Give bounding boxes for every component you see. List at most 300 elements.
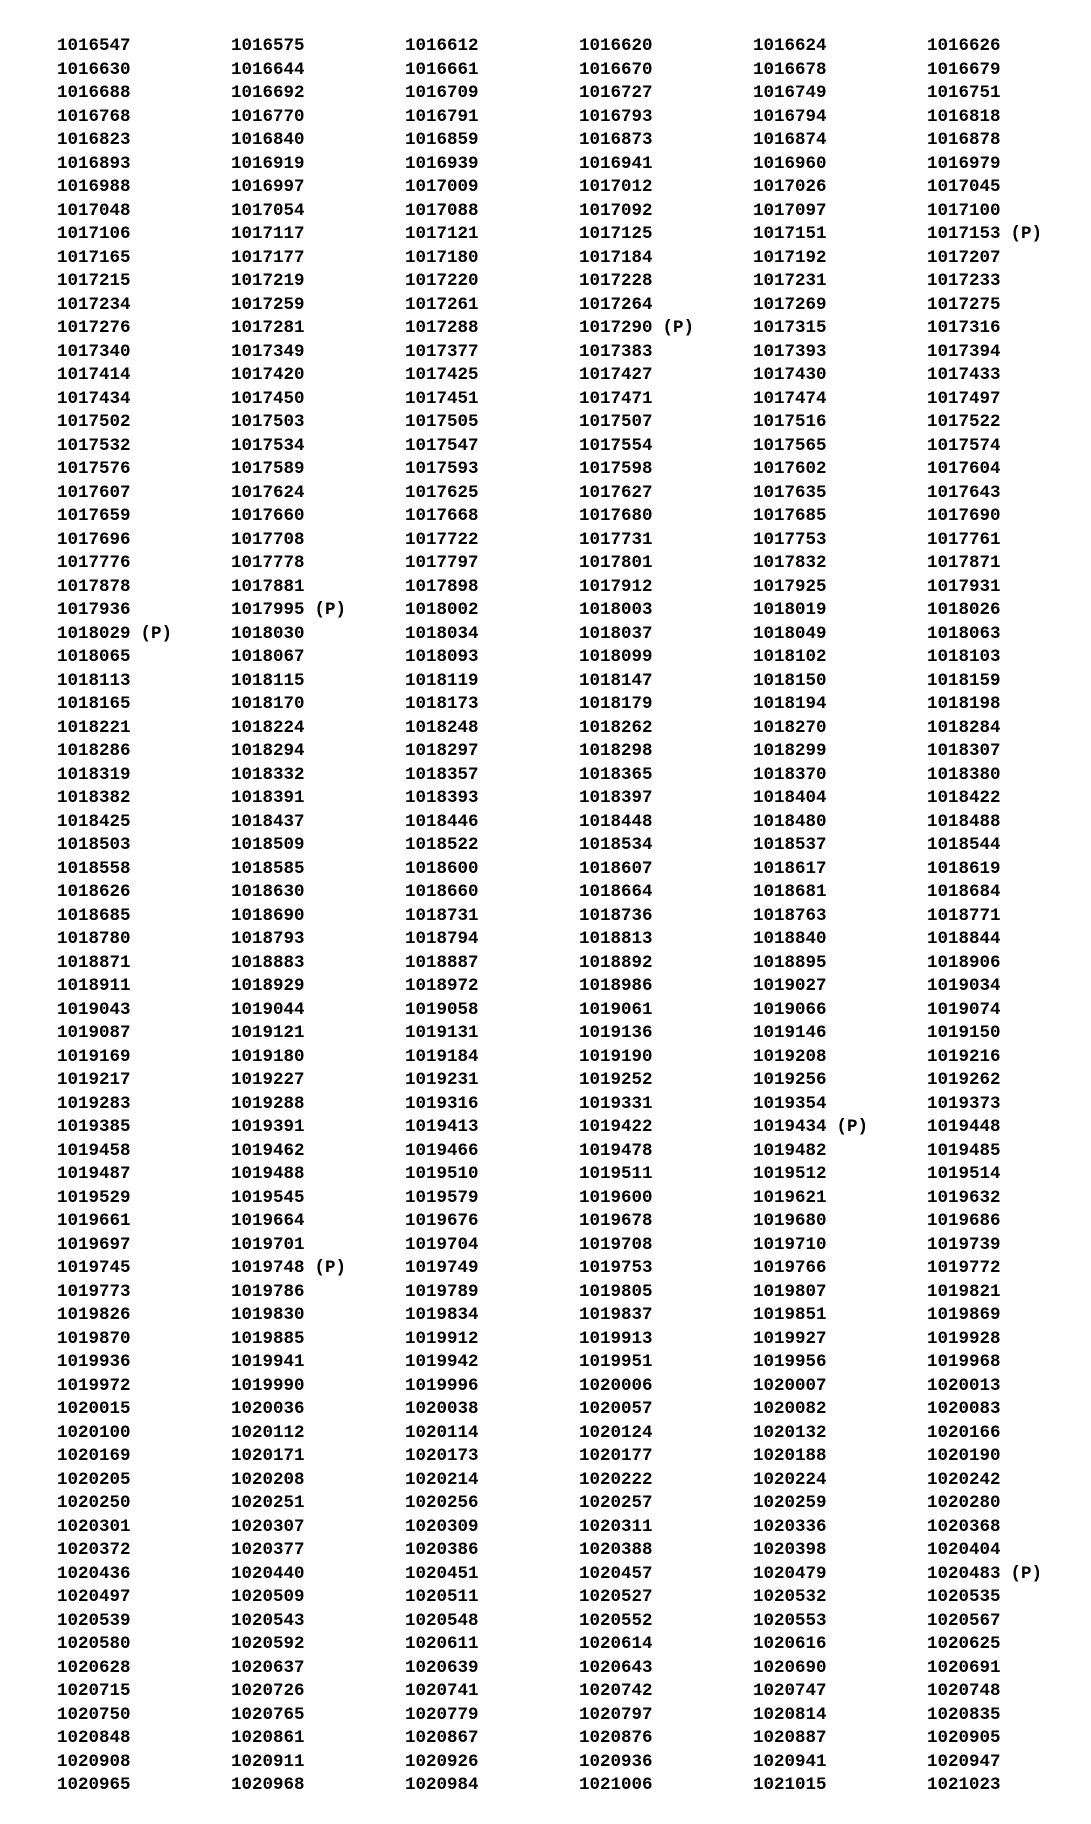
list-item — [57, 1093, 231, 1117]
list-item — [405, 670, 579, 694]
item-number: 1020750 — [57, 1704, 131, 1725]
item-number: 1019600 — [579, 1187, 653, 1208]
list-item — [405, 881, 579, 905]
item-flag: (P) — [662, 318, 695, 338]
list-item — [405, 1187, 579, 1211]
item-number: 1018049 — [753, 623, 827, 644]
item-number: 1018221 — [57, 717, 131, 738]
list-item — [579, 129, 753, 153]
list-item — [753, 1492, 927, 1516]
list-row — [57, 811, 1077, 835]
item-number: 1017554 — [579, 435, 653, 456]
item-number: 1018534 — [579, 835, 653, 855]
item-number: 1018883 — [231, 952, 305, 973]
item-number: 1016818 — [927, 106, 1001, 127]
list-row — [57, 740, 1077, 764]
item-number: 1017269 — [753, 294, 827, 315]
list-item — [405, 1774, 579, 1798]
item-number: 1018537 — [753, 835, 827, 855]
item-number: 1018270 — [753, 717, 827, 738]
item-number: 1019231 — [405, 1070, 479, 1090]
item-number: 1017502 — [57, 412, 131, 432]
item-number: 1018165 — [57, 694, 131, 714]
list-item — [579, 1022, 753, 1046]
list-item — [753, 552, 927, 576]
item-number: 1020188 — [753, 1446, 827, 1466]
item-number: 1018793 — [231, 929, 305, 949]
item-number: 1018844 — [927, 929, 1001, 949]
list-item — [405, 458, 579, 482]
item-number: 1017708 — [231, 529, 305, 550]
list-item — [231, 1163, 405, 1187]
item-number: 1020479 — [753, 1563, 827, 1584]
item-number: 1020257 — [579, 1493, 653, 1513]
list-item — [753, 1351, 927, 1375]
item-number: 1018585 — [231, 858, 305, 879]
item-number: 1016547 — [57, 36, 131, 56]
list-item — [231, 129, 405, 153]
item-number: 1020748 — [927, 1681, 1001, 1701]
list-item — [753, 1751, 927, 1775]
item-number: 1019208 — [753, 1046, 827, 1067]
item-number: 1020741 — [405, 1681, 479, 1701]
item-number: 1018173 — [405, 694, 479, 714]
item-number: 1020057 — [579, 1399, 653, 1419]
item-number: 1019058 — [405, 999, 479, 1020]
list-item — [579, 1680, 753, 1704]
list-row — [57, 482, 1077, 506]
list-item — [231, 59, 405, 83]
list-row — [57, 1610, 1077, 1634]
item-number: 1019826 — [57, 1305, 131, 1325]
list-item — [753, 1445, 927, 1469]
item-number: 1020242 — [927, 1469, 1001, 1490]
list-item — [57, 1704, 231, 1728]
item-number: 1018198 — [927, 694, 1001, 714]
list-item — [231, 905, 405, 929]
item-number: 1018297 — [405, 741, 479, 761]
list-item — [57, 1657, 231, 1681]
list-row — [57, 1187, 1077, 1211]
item-number: 1016630 — [57, 59, 131, 80]
list-item — [927, 35, 1091, 59]
list-item — [57, 435, 231, 459]
item-number: 1017316 — [927, 318, 1001, 338]
list-item — [231, 482, 405, 506]
item-number: 1017125 — [579, 224, 653, 244]
list-item — [753, 646, 927, 670]
list-item — [753, 505, 927, 529]
list-item — [231, 1304, 405, 1328]
list-item — [753, 1633, 927, 1657]
list-item — [927, 928, 1091, 952]
item-number: 1016939 — [405, 153, 479, 174]
list-row — [57, 1492, 1077, 1516]
item-number: 1017215 — [57, 271, 131, 291]
list-item — [753, 905, 927, 929]
list-item — [57, 552, 231, 576]
item-flag: (P) — [836, 1117, 869, 1137]
item-number: 1017288 — [405, 318, 479, 338]
item-number: 1018299 — [753, 741, 827, 761]
item-number: 1016692 — [231, 83, 305, 103]
list-item — [231, 1375, 405, 1399]
list-item — [927, 670, 1091, 694]
item-number: 1016874 — [753, 130, 827, 150]
list-item — [231, 270, 405, 294]
list-item — [927, 1257, 1091, 1281]
item-number: 1019834 — [405, 1305, 479, 1325]
list-item — [579, 388, 753, 412]
item-number: 1020968 — [231, 1775, 305, 1795]
list-item — [579, 294, 753, 318]
item-number: 1020553 — [753, 1610, 827, 1631]
list-item — [927, 200, 1091, 224]
item-number: 1020539 — [57, 1610, 131, 1631]
list-item — [405, 1257, 579, 1281]
list-row — [57, 928, 1077, 952]
list-item — [927, 599, 1091, 623]
item-number: 1020905 — [927, 1728, 1001, 1748]
list-item — [405, 999, 579, 1023]
item-number: 1019990 — [231, 1375, 305, 1396]
item-number: 1016612 — [405, 36, 479, 56]
list-row — [57, 975, 1077, 999]
list-item — [927, 1539, 1091, 1563]
list-item — [57, 1234, 231, 1258]
item-number: 1019131 — [405, 1023, 479, 1043]
item-number: 1018906 — [927, 952, 1001, 973]
item-number: 1018488 — [927, 811, 1001, 832]
list-item — [753, 223, 927, 247]
item-number: 1019262 — [927, 1070, 1001, 1090]
list-item — [57, 341, 231, 365]
item-number: 1019217 — [57, 1070, 131, 1090]
item-number: 1019512 — [753, 1164, 827, 1184]
item-number: 1018103 — [927, 647, 1001, 667]
list-item — [57, 200, 231, 224]
list-item — [231, 294, 405, 318]
item-number: 1019773 — [57, 1281, 131, 1302]
list-row — [57, 1093, 1077, 1117]
item-number: 1020250 — [57, 1493, 131, 1513]
item-number: 1018067 — [231, 647, 305, 667]
item-number: 1018380 — [927, 764, 1001, 785]
list-item — [231, 1657, 405, 1681]
item-number: 1017259 — [231, 294, 305, 315]
item-number: 1020848 — [57, 1728, 131, 1748]
list-item — [405, 505, 579, 529]
item-number: 1017471 — [579, 388, 653, 409]
item-number: 1019216 — [927, 1046, 1001, 1067]
list-row — [57, 505, 1077, 529]
list-item — [405, 1469, 579, 1493]
list-item — [753, 1657, 927, 1681]
list-item — [753, 1116, 927, 1140]
list-item — [231, 1492, 405, 1516]
list-row — [57, 1140, 1077, 1164]
item-number: 1020372 — [57, 1540, 131, 1560]
list-item — [927, 1163, 1091, 1187]
list-item — [57, 999, 231, 1023]
item-number: 1018617 — [753, 858, 827, 879]
list-item — [579, 1586, 753, 1610]
list-item — [753, 1469, 927, 1493]
item-number: 1019434 — [753, 1117, 827, 1137]
list-item — [753, 834, 927, 858]
item-number: 1018780 — [57, 929, 131, 949]
item-number: 1020639 — [405, 1657, 479, 1678]
item-number: 1017234 — [57, 294, 131, 315]
item-number: 1018065 — [57, 647, 131, 667]
item-number: 1017731 — [579, 529, 653, 550]
item-number: 1018895 — [753, 952, 827, 973]
list-item — [57, 811, 231, 835]
list-item — [231, 1281, 405, 1305]
list-item — [579, 1046, 753, 1070]
list-item — [927, 1210, 1091, 1234]
item-number: 1017753 — [753, 529, 827, 550]
list-item — [927, 740, 1091, 764]
item-number: 1019316 — [405, 1093, 479, 1114]
item-number: 1018115 — [231, 670, 305, 691]
list-item — [57, 1727, 231, 1751]
list-item — [57, 1774, 231, 1798]
list-item — [927, 858, 1091, 882]
item-number: 1017522 — [927, 412, 1001, 432]
item-number: 1019686 — [927, 1211, 1001, 1231]
list-item — [753, 576, 927, 600]
item-number: 1019413 — [405, 1117, 479, 1137]
list-item — [231, 1046, 405, 1070]
item-number: 1017434 — [57, 388, 131, 409]
item-number: 1020251 — [231, 1493, 305, 1513]
list-item — [57, 623, 231, 647]
item-number: 1020941 — [753, 1751, 827, 1772]
list-row — [57, 1563, 1077, 1587]
number-list-grid — [57, 35, 1077, 1798]
list-item — [927, 811, 1091, 835]
list-item — [753, 1398, 927, 1422]
list-item — [57, 270, 231, 294]
item-number: 1020637 — [231, 1657, 305, 1678]
item-number: 1017474 — [753, 388, 827, 409]
item-number: 1018179 — [579, 694, 653, 714]
list-item — [231, 1116, 405, 1140]
list-item — [405, 1375, 579, 1399]
list-row — [57, 35, 1077, 59]
item-number: 1020013 — [927, 1375, 1001, 1396]
item-number: 1017180 — [405, 247, 479, 268]
list-item — [579, 811, 753, 835]
item-number: 1019837 — [579, 1305, 653, 1325]
list-item — [753, 294, 927, 318]
list-item — [753, 317, 927, 341]
item-number: 1017281 — [231, 318, 305, 338]
list-row — [57, 59, 1077, 83]
list-item — [405, 388, 579, 412]
item-number: 1019579 — [405, 1187, 479, 1208]
item-number: 1020887 — [753, 1728, 827, 1748]
item-number: 1020171 — [231, 1446, 305, 1466]
item-number: 1018986 — [579, 976, 653, 996]
item-number: 1019462 — [231, 1140, 305, 1161]
item-number: 1020457 — [579, 1563, 653, 1584]
item-number: 1020386 — [405, 1540, 479, 1560]
item-number: 1018391 — [231, 788, 305, 808]
list-item — [405, 1163, 579, 1187]
list-item — [927, 1093, 1091, 1117]
list-item — [231, 1422, 405, 1446]
item-number: 1018558 — [57, 858, 131, 879]
list-item — [405, 1046, 579, 1070]
list-item — [753, 1586, 927, 1610]
list-row — [57, 317, 1077, 341]
list-item — [57, 247, 231, 271]
list-item — [405, 975, 579, 999]
item-number: 1016575 — [231, 36, 305, 56]
item-number: 1020038 — [405, 1399, 479, 1419]
list-row — [57, 881, 1077, 905]
list-item — [231, 1445, 405, 1469]
list-item — [231, 1093, 405, 1117]
list-item — [579, 1492, 753, 1516]
list-row — [57, 106, 1077, 130]
list-item — [57, 364, 231, 388]
list-row — [57, 435, 1077, 459]
item-number: 1020177 — [579, 1446, 653, 1466]
list-item — [579, 740, 753, 764]
list-item — [231, 1257, 405, 1281]
list-item — [231, 1563, 405, 1587]
item-number: 1017534 — [231, 435, 305, 456]
list-item — [579, 834, 753, 858]
list-item — [579, 1398, 753, 1422]
list-item — [753, 270, 927, 294]
list-item — [57, 1539, 231, 1563]
item-number: 1020036 — [231, 1399, 305, 1419]
item-number: 1018684 — [927, 882, 1001, 902]
item-number: 1016941 — [579, 153, 653, 174]
list-item — [57, 1281, 231, 1305]
list-item — [231, 646, 405, 670]
list-item — [405, 717, 579, 741]
item-number: 1017315 — [753, 318, 827, 338]
item-number: 1019753 — [579, 1258, 653, 1278]
item-number: 1018437 — [231, 811, 305, 832]
list-item — [231, 881, 405, 905]
item-number: 1019458 — [57, 1140, 131, 1161]
list-item — [405, 106, 579, 130]
item-number: 1017898 — [405, 576, 479, 597]
list-item — [927, 153, 1091, 177]
list-item — [579, 458, 753, 482]
list-item — [231, 82, 405, 106]
list-item — [231, 435, 405, 459]
item-number: 1016749 — [753, 83, 827, 103]
list-item — [405, 646, 579, 670]
list-item — [231, 1751, 405, 1775]
item-number: 1018307 — [927, 741, 1001, 761]
item-number: 1018294 — [231, 741, 305, 761]
list-item — [579, 670, 753, 694]
list-item — [57, 1046, 231, 1070]
item-number: 1018660 — [405, 882, 479, 902]
list-item — [405, 1281, 579, 1305]
list-item — [753, 787, 927, 811]
item-number: 1019956 — [753, 1352, 827, 1372]
item-number: 1019514 — [927, 1164, 1001, 1184]
item-number: 1017912 — [579, 576, 653, 597]
list-item — [579, 1281, 753, 1305]
item-number: 1017801 — [579, 553, 653, 573]
list-item — [927, 341, 1091, 365]
list-item — [405, 411, 579, 435]
list-item — [927, 1116, 1091, 1140]
item-number: 1017231 — [753, 271, 827, 291]
list-item — [753, 881, 927, 905]
item-number: 1019482 — [753, 1140, 827, 1161]
list-item — [57, 529, 231, 553]
item-number: 1020625 — [927, 1634, 1001, 1654]
list-item — [753, 623, 927, 647]
list-row — [57, 1328, 1077, 1352]
list-item — [405, 1116, 579, 1140]
item-number: 1017776 — [57, 553, 131, 573]
item-number: 1018003 — [579, 600, 653, 620]
list-item — [579, 106, 753, 130]
list-row — [57, 646, 1077, 670]
list-item — [231, 834, 405, 858]
list-item — [753, 1022, 927, 1046]
item-number: 1020114 — [405, 1422, 479, 1443]
item-number: 1019373 — [927, 1093, 1001, 1114]
item-number: 1018887 — [405, 952, 479, 973]
list-item — [405, 787, 579, 811]
list-row — [57, 1281, 1077, 1305]
list-item — [231, 458, 405, 482]
item-number: 1017607 — [57, 482, 131, 503]
item-number: 1020083 — [927, 1399, 1001, 1419]
list-item — [405, 247, 579, 271]
item-number: 1021015 — [753, 1775, 827, 1795]
list-item — [405, 153, 579, 177]
item-number: 1017659 — [57, 506, 131, 526]
list-item — [57, 1469, 231, 1493]
item-number: 1017340 — [57, 341, 131, 362]
item-number: 1020911 — [231, 1751, 305, 1772]
list-row — [57, 1304, 1077, 1328]
list-item — [927, 975, 1091, 999]
item-number: 1016878 — [927, 130, 1001, 150]
list-item — [231, 1398, 405, 1422]
list-item — [57, 1069, 231, 1093]
list-item — [579, 693, 753, 717]
item-number: 1020835 — [927, 1704, 1001, 1725]
list-item — [231, 1328, 405, 1352]
list-item — [927, 1586, 1091, 1610]
item-number: 1019996 — [405, 1375, 479, 1396]
list-item — [405, 270, 579, 294]
list-item — [579, 317, 753, 341]
list-item — [927, 1751, 1091, 1775]
list-item — [405, 1304, 579, 1328]
item-number: 1019331 — [579, 1093, 653, 1114]
item-number: 1017576 — [57, 459, 131, 479]
item-number: 1019087 — [57, 1023, 131, 1043]
item-number: 1018794 — [405, 929, 479, 949]
list-item — [753, 599, 927, 623]
